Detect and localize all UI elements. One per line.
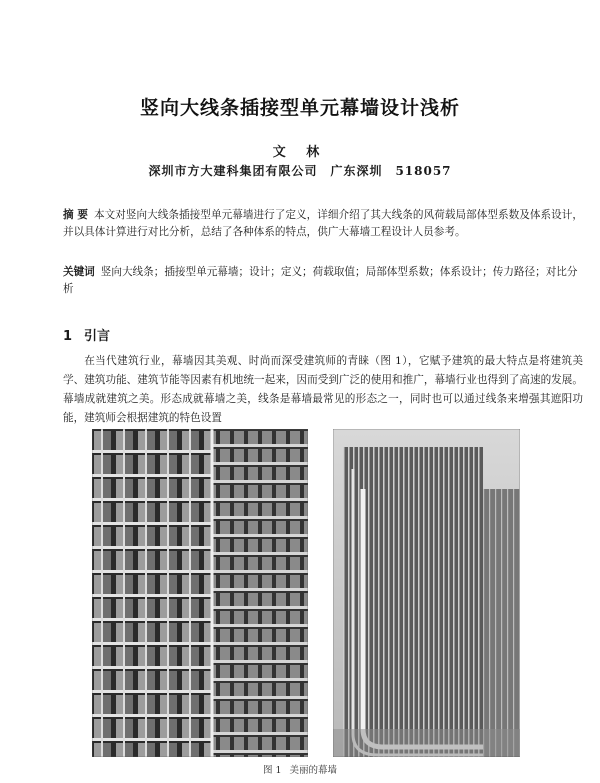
figure-left-photo bbox=[92, 429, 308, 757]
author-affiliation: 深圳市方大建科集团有限公司 广东深圳 518057 bbox=[148, 164, 452, 178]
body-paragraph: 在当代建筑行业，幕墙因其美观、时尚而深受建筑师的青睐（图 1），它赋予建筑的最大特点是将建筑美学、建筑功能、建筑节能等因素有机地统一起来，因而受到广泛的使用和推广，幕墙行业也得到了高速的发展。幕墙成就建筑之美。形态成就幕墙之美，线条是幕墙最常见的形态之一，同时也可以通过线条来增强其遮阳功能，建筑师会根据建筑的特色设置 bbox=[63, 355, 583, 424]
abstract bbox=[63, 207, 583, 241]
figure-right-photo bbox=[333, 429, 520, 757]
figure-caption-text: 美丽的幕墙 bbox=[289, 765, 338, 776]
figure-number: 图 1 bbox=[262, 765, 282, 776]
figure-caption bbox=[0, 762, 600, 776]
keywords bbox=[63, 264, 583, 298]
keywords-text: 竖向大线条；插接型单元幕墙；设计；定义；荷载取值；局部体型系数；体系设计；传力路径；对比分析 bbox=[63, 266, 578, 295]
grid-facade-image bbox=[92, 429, 308, 757]
section-number: 1 bbox=[63, 329, 73, 344]
author-name: 文 林 bbox=[272, 145, 328, 160]
paper-title: 竖向大线条插接型单元幕墙设计浅析 bbox=[139, 97, 460, 119]
section-heading bbox=[63, 325, 110, 344]
section-title: 引言 bbox=[84, 329, 111, 344]
abstract-text: 本文对竖向大线条插接型单元幕墙进行了定义，详细介绍了其大线条的风荷载局部体型系数及体系设计，并以具体计算进行对比分析，总结了各种体系的特点，供广大幕墙工程设计人员参考。 bbox=[63, 209, 583, 238]
keywords-label: 关键词 bbox=[63, 266, 95, 278]
abstract-label: 摘 要 bbox=[63, 209, 88, 221]
vertical-line-tower-image bbox=[333, 429, 520, 757]
